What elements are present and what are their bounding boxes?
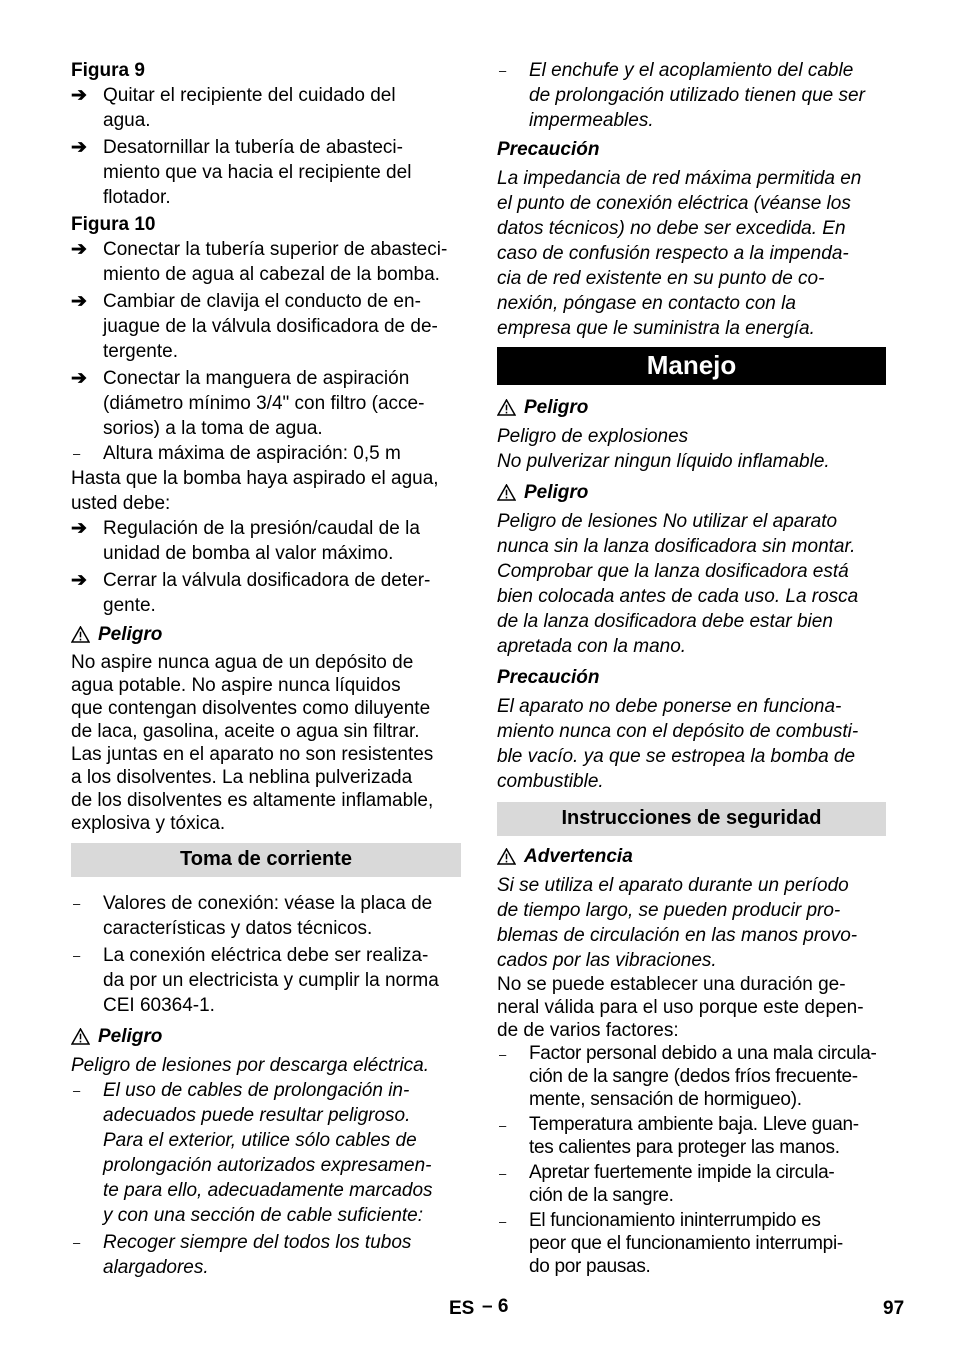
figure-10-steps [71, 237, 461, 441]
text-line: Si se utiliza el aparato durante un período [497, 875, 849, 896]
pump-steps [71, 516, 461, 618]
caution-label-2: Precaución [497, 667, 600, 688]
footer-lang [449, 1298, 474, 1320]
arrow-right-icon: ➔ [71, 137, 87, 158]
list-item-line: Regulación de la presión/caudal de la [103, 518, 420, 539]
text-line: Comprobar que la lanza dosificadora está [497, 561, 849, 582]
text-line: cia de red existente en su punto de co- [497, 268, 825, 289]
caution-text-2 [497, 694, 886, 794]
list-item-line: CEI 60364-1. [103, 995, 215, 1016]
text-line: El enchufe y el acoplamiento del cable [529, 60, 854, 81]
text-line: explosiva y tóxica. [71, 813, 226, 834]
warning-label: Advertencia [524, 846, 633, 867]
text-line: Peligro de explosiones [497, 426, 689, 447]
text-line: No aspire nunca agua de un depósito de [71, 652, 414, 673]
safety-section-heading: Instrucciones de seguridad [497, 802, 886, 836]
list-item [71, 289, 461, 364]
dash-bullet: – [73, 948, 81, 963]
plug-item [497, 58, 886, 133]
text-line: blemas de circulación en las manos provo- [497, 925, 858, 946]
warning-text [497, 873, 886, 973]
figure-9-steps [71, 83, 461, 210]
list-item-line: (diámetro mínimo 3/4" con filtro (acce- [103, 393, 425, 414]
text-line: miento nunca con el depósito de combusti- [497, 721, 859, 742]
danger-label-4: Peligro [524, 482, 589, 503]
warning-triangle-icon [497, 399, 516, 416]
list-item-line: Factor personal debido a una mala circula- [529, 1043, 877, 1064]
text-line: usted debe: [71, 493, 171, 514]
dash-bullet: – [73, 446, 81, 461]
text-line: nunca sin la lanza dosificadora sin montar. [497, 536, 856, 557]
list-item-line: peor que el funcionamiento interrumpi- [529, 1233, 843, 1254]
list-item-line: La conexión eléctrica debe ser realiza- [103, 945, 429, 966]
suction-height-text: Altura máxima de aspiración: 0,5 m [103, 443, 401, 464]
dash-bullet: – [499, 1166, 506, 1181]
list-item-line: Conectar la manguera de aspiración [103, 368, 410, 389]
arrow-right-icon: ➔ [71, 570, 87, 591]
list-item-line: características y datos técnicos. [103, 918, 373, 939]
list-item-line: juague de la válvula dosificadora de de- [103, 316, 438, 337]
danger-heading-2 [71, 1024, 461, 1049]
list-item-line: miento de agua al cabezal de la bomba. [103, 264, 440, 285]
danger-heading-4 [497, 480, 886, 505]
dash-bullet: – [73, 1083, 81, 1098]
list-item-line: Quitar el recipiente del cuidado del [103, 85, 396, 106]
list-item-line: Recoger siempre del todos los tubos [103, 1232, 412, 1253]
list-item-line: miento que va hacia el recipiente del [103, 162, 412, 183]
list-item-line: tes calientes para proteger las manos. [529, 1137, 840, 1158]
list-item [497, 1209, 886, 1278]
list-item-line: alargadores. [103, 1257, 209, 1278]
text-line: No pulverizar ningun líquido inflamable. [497, 451, 830, 472]
list-item-line: flotador. [103, 187, 171, 208]
list-item-line: gente. [103, 595, 156, 616]
caution-label: Precaución [497, 139, 600, 160]
arrow-right-icon: ➔ [71, 239, 87, 260]
list-item-line: sorios) a la toma de agua. [103, 418, 323, 439]
list-item-line: Desatornillar la tubería de abasteci- [103, 137, 403, 158]
manejo-heading: Manejo [497, 347, 886, 385]
list-item-line: prolongación autorizados expresamen- [103, 1155, 432, 1176]
danger-label: Peligro [98, 624, 163, 645]
list-item-line: Cerrar la válvula dosificadora de deter- [103, 570, 431, 591]
power-items [71, 891, 461, 1018]
dash-bullet: – [499, 1118, 506, 1133]
text-line: datos técnicos) no debe ser excedida. En [497, 218, 846, 239]
text-line: ble vacío. ya que se estropea la bomba de [497, 746, 856, 767]
arrow-right-icon: ➔ [71, 518, 87, 539]
list-item-line: do por pausas. [529, 1256, 651, 1277]
text-line: Hasta que la bomba haya aspirado el agua, [71, 468, 439, 489]
list-item-line: agua. [103, 110, 151, 131]
list-item [71, 83, 461, 133]
list-item-line: ción de la sangre (dedos fríos frecuente- [529, 1066, 858, 1087]
text-line: de los disolventes es altamente inflamable, [71, 790, 434, 811]
text-line: que contengan disolventes como diluyente [71, 698, 431, 719]
duration-text [497, 973, 886, 1042]
text-line: La impedancia de red máxima permitida en [497, 168, 862, 189]
text-line: caso de confusión respecto a la impenda- [497, 243, 849, 264]
text-line: bien colocada antes de cada uso. La rosca [497, 586, 859, 607]
list-item-line: Temperatura ambiente baja. Lleve guan- [529, 1114, 859, 1135]
list-item [71, 1078, 461, 1228]
warning-triangle-icon [71, 1028, 90, 1045]
list-item-line: El funcionamiento ininterrumpido es [529, 1210, 821, 1231]
danger-heading-3 [497, 395, 886, 420]
arrow-right-icon: ➔ [71, 85, 87, 106]
list-item [71, 516, 461, 566]
text-line: de prolongación utilizado tienen que ser [529, 85, 865, 106]
list-item-line: y con una sección de cable suficiente: [103, 1205, 424, 1226]
text-line: Las juntas en el aparato no son resistentes [71, 744, 434, 765]
text-line: nexión, póngase en contacto con la [497, 293, 796, 314]
text-line: empresa que le suministra la energía. [497, 318, 815, 339]
list-item [71, 366, 461, 441]
text-line: cados por las vibraciones. [497, 950, 717, 971]
list-item-line: adecuados puede resultar peligroso. [103, 1105, 411, 1126]
dash-bullet: – [499, 1047, 506, 1062]
footer-section-number: 6 [497, 1296, 509, 1317]
list-item [71, 135, 461, 210]
text-line: de tiempo largo, se pueden producir pro- [497, 900, 841, 921]
text-line: El aparato no debe ponerse en funciona- [497, 696, 842, 717]
list-item-line: Valores de conexión: véase la placa de [103, 893, 433, 914]
list-item-line: unidad de bomba al valor máximo. [103, 543, 394, 564]
text-line: No se puede establecer una duración ge- [497, 974, 846, 995]
until-pump-text [71, 466, 461, 516]
footer-dash: – [482, 1296, 493, 1317]
injury-danger-text [497, 509, 886, 659]
list-item-line: tergente. [103, 341, 178, 362]
explosion-danger-text [497, 424, 886, 474]
list-item [71, 568, 461, 618]
warning-triangle-icon [71, 626, 90, 643]
list-item [497, 1042, 886, 1111]
danger-text [71, 651, 461, 835]
text-line: agua potable. No aspire nunca líquidos [71, 675, 401, 696]
list-item-line: Cambiar de clavija el conducto de en- [103, 291, 421, 312]
power-section-heading: Toma de corriente [71, 843, 461, 877]
text-line: de laca, gasolina, aceite o agua sin filtrar. [71, 721, 420, 742]
list-item-line: te para ello, adecuadamente marcados [103, 1180, 433, 1201]
text-line: de de varios factores: [497, 1020, 679, 1041]
electric-danger-intro: Peligro de lesiones por descarga eléctrica. [71, 1055, 430, 1076]
dash-bullet: – [499, 1214, 506, 1229]
page-number: 97 [883, 1298, 905, 1319]
list-item [497, 1161, 886, 1207]
dash-bullet: – [73, 896, 81, 911]
dash-bullet: – [73, 1235, 81, 1250]
arrow-right-icon: ➔ [71, 368, 87, 389]
dash-bullet: – [499, 63, 507, 78]
list-item-line: Conectar la tubería superior de abasteci- [103, 239, 448, 260]
left-column [71, 58, 461, 1280]
text-line: Peligro de lesiones No utilizar el aparato [497, 511, 838, 532]
list-item [71, 237, 461, 287]
figure-9-title: Figura 9 [71, 60, 145, 81]
text-line: de la lanza dosificadora debe estar bien [497, 611, 833, 632]
list-item-line: Apretar fuertemente impide la circula- [529, 1162, 835, 1183]
plug-item-text [529, 58, 886, 133]
footer-section-page [482, 1296, 508, 1318]
warning-heading [497, 844, 886, 869]
danger-label-2: Peligro [98, 1026, 163, 1047]
text-line: combustible. [497, 771, 604, 792]
factor-items [497, 1042, 886, 1278]
caution-text [497, 166, 886, 341]
list-item-line: Para el exterior, utilice sólo cables de [103, 1130, 417, 1151]
list-item-line: ción de la sangre. [529, 1185, 674, 1206]
list-item [71, 891, 461, 941]
list-item-line: El uso de cables de prolongación in- [103, 1080, 410, 1101]
text-line: impermeables. [529, 110, 654, 131]
danger-label-3: Peligro [524, 397, 589, 418]
list-item [497, 1113, 886, 1159]
list-item-line: da por un electricista y cumplir la norma [103, 970, 439, 991]
right-column [497, 58, 886, 1278]
text-line: a los disolventes. La neblina pulverizada [71, 767, 413, 788]
text-line: apretada con la mano. [497, 636, 687, 657]
text-line: el punto de conexión eléctrica (véanse los [497, 193, 851, 214]
figure-10-title: Figura 10 [71, 214, 156, 235]
electric-danger-items [71, 1078, 461, 1280]
warning-triangle-icon [497, 484, 516, 501]
list-item-line: mente, sensación de hormigueo). [529, 1089, 802, 1110]
arrow-right-icon: ➔ [71, 291, 87, 312]
warning-triangle-icon [497, 848, 516, 865]
suction-height-item [71, 441, 461, 466]
list-item [71, 943, 461, 1018]
text-line: neral válida para el uso porque este depen- [497, 997, 864, 1018]
list-item [71, 1230, 461, 1280]
footer-language: ES [449, 1298, 475, 1319]
danger-heading [71, 622, 461, 647]
